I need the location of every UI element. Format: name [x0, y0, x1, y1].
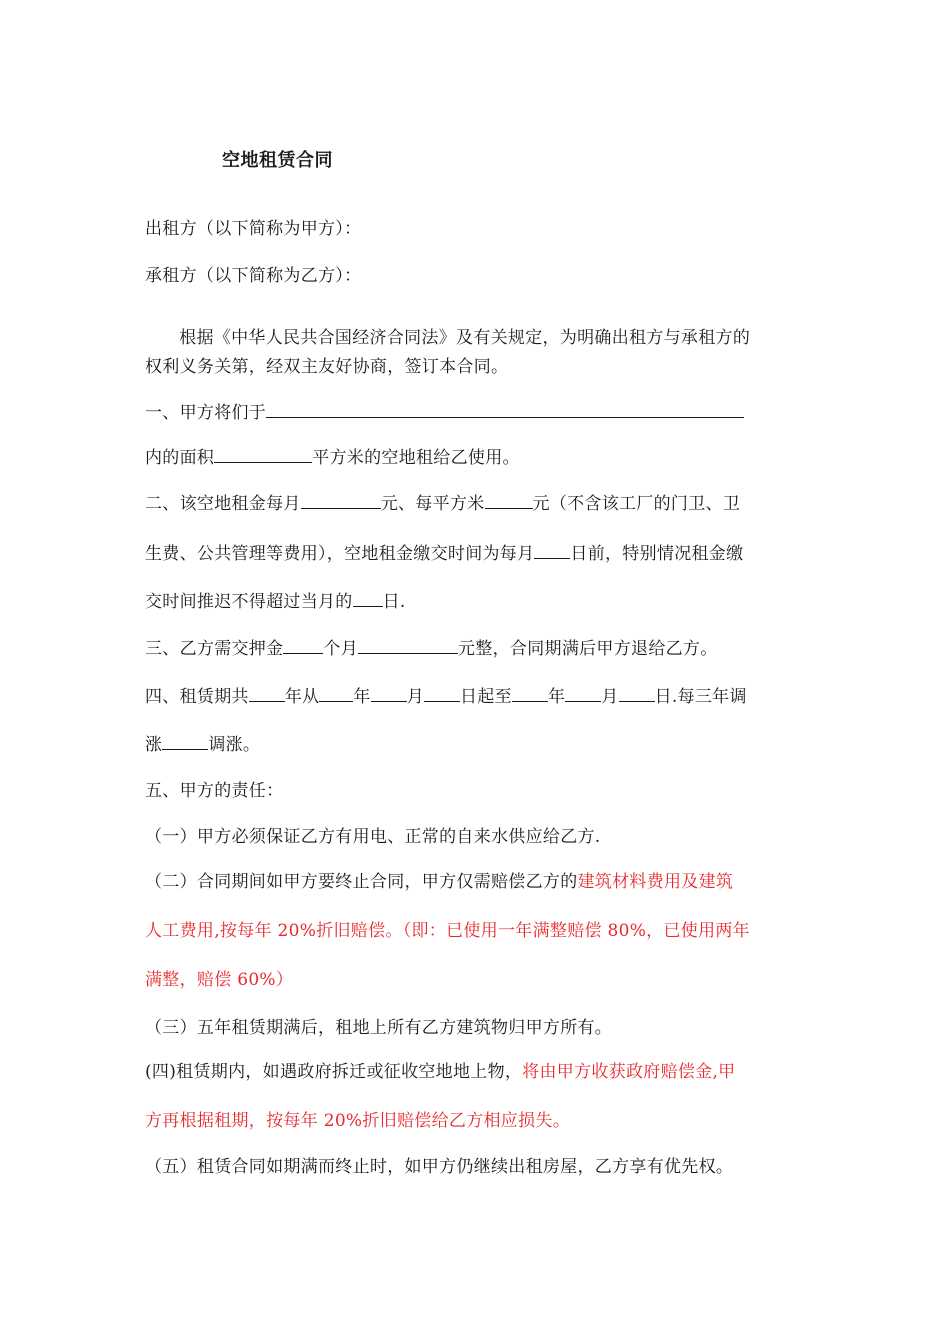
end-month-blank: [565, 686, 601, 702]
clause-5-3-line: [145, 1013, 612, 1038]
clause-5-4-highlight-a: 将由甲方收获政府赔偿金,甲: [522, 1062, 736, 1082]
clause-3-text-1: 三、乙方需交押金: [145, 639, 284, 659]
clause-3-text-3: 元整，合同期满后甲方退给乙方。: [458, 639, 718, 659]
clause-4-line-2: [145, 730, 260, 755]
clause-4-text-1: 四、租赁期共: [145, 687, 249, 707]
lease-years-blank: [249, 686, 285, 702]
start-day-blank: [424, 686, 460, 702]
clause-5-text: 五、甲方的责任：: [145, 781, 284, 801]
deposit-months-blank: [283, 638, 323, 654]
clause-5-heading: [145, 776, 283, 801]
clause-3-text-2: 个月: [323, 639, 359, 659]
clause-2-line-1: [145, 489, 740, 514]
clause-3-line: [145, 634, 718, 659]
clause-1-text-a: 一、甲方将们于: [145, 403, 267, 423]
clause-2-text-c2: 日.: [382, 592, 406, 612]
clause-2-line-3: [145, 587, 406, 612]
increase-rate-blank: [162, 734, 208, 750]
area-blank: [214, 447, 312, 463]
clause-5-2-highlight-b: 人工费用,按每年 20%折旧赔偿。（即：已使用一年满整赔偿 80%，已使用两年: [145, 921, 750, 941]
clause-2-line-2: [145, 539, 743, 564]
clause-5-2-line-1: [145, 867, 733, 892]
start-year-blank: [319, 686, 353, 702]
clause-4-text-5: 日起至: [460, 687, 512, 707]
clause-4-line-1: [145, 682, 747, 707]
end-day-blank: [619, 686, 655, 702]
clause-5-1-line: [145, 822, 601, 847]
clause-4-text-6: 年: [547, 687, 566, 707]
lessor-label: 出租方（以下简称为甲方）：: [145, 219, 362, 239]
start-month-blank: [371, 686, 407, 702]
clause-2-text-b1: 生费、公共管理等费用），空地租金缴交时间为每月: [145, 544, 535, 564]
clause-1-text-b2: 平方米的空地租给乙使用。: [312, 448, 520, 468]
rent-per-sqm-blank: [485, 493, 533, 509]
deposit-amount-blank: [358, 638, 458, 654]
clause-5-2-highlight-c: 满整，赔偿 60%）: [145, 970, 294, 990]
clause-5-5-text: （五）租赁合同如期满而终止时，如甲方仍继续出租房屋，乙方享有优先权。: [145, 1157, 734, 1177]
clause-4-text-b2: 调涨。: [208, 735, 261, 755]
clause-2-text-a3: 元（不含该工厂的门卫、卫: [532, 494, 741, 514]
intro-line-2: [145, 352, 508, 377]
clause-5-2-line-3: [145, 965, 293, 990]
clause-5-2-line-2: [145, 916, 750, 941]
clause-5-2-highlight-a: 建筑材料费用及建筑: [577, 872, 734, 892]
clause-4-text-8: 日.每三年调: [654, 687, 747, 707]
clause-5-4-text-a: (四)租赁期内，如遇政府拆迁或征收空地地上物，: [145, 1062, 523, 1082]
document-title: 空地租赁合同: [222, 150, 333, 171]
clause-4-text-7: 月: [601, 687, 619, 707]
lessee-line: [145, 261, 361, 286]
clause-1-line-1: [145, 398, 744, 423]
latest-day-blank: [353, 591, 383, 607]
clause-5-4-line-1: [145, 1057, 735, 1082]
clause-5-3-text: （三）五年租赁期满后，租地上所有乙方建筑物归甲方所有。: [145, 1018, 613, 1038]
clause-5-4-highlight-b: 方再根据租期，按每年 20%折旧赔偿给乙方相应损失。: [145, 1111, 570, 1131]
intro-text-2: 权利义务关第，经双主友好协商，签订本合同。: [145, 357, 509, 377]
lessee-label: 承租方（以下简称为乙方）：: [145, 266, 362, 286]
clause-4-text-4: 月: [406, 687, 425, 707]
clause-2-text-b2: 日前，特别情况租金缴: [570, 544, 744, 564]
clause-2-text-a2: 元、每平方米: [380, 494, 485, 514]
clause-1-line-2: [145, 443, 520, 468]
clause-1-text-b1: 内的面积: [145, 448, 215, 468]
clause-2-text-c1: 交时间推迟不得超过当月的: [145, 592, 353, 612]
clause-2-text-a1: 二、该空地租金每月: [145, 494, 301, 514]
clause-4-text-b1: 涨: [145, 735, 163, 755]
clause-4-text-3: 年: [353, 687, 371, 707]
lessor-line: [145, 214, 361, 239]
clause-4-text-2: 年从: [284, 687, 320, 707]
monthly-rent-blank: [301, 493, 381, 509]
clause-5-5-line: [145, 1152, 733, 1177]
clause-5-2-text-a: （二）合同期间如甲方要终止合同，甲方仅需赔偿乙方的: [145, 872, 578, 892]
clause-5-1-text: （一）甲方必须保证乙方有用电、正常的自来水供应给乙方.: [145, 827, 601, 847]
payment-day-blank: [534, 543, 570, 559]
end-year-blank: [512, 686, 548, 702]
clause-5-4-line-2: [145, 1106, 570, 1131]
intro-text-1: 根据《中华人民共合国经济合同法》及有关规定，为明确出租方与承租方的: [167, 328, 751, 348]
location-blank: [266, 402, 744, 418]
